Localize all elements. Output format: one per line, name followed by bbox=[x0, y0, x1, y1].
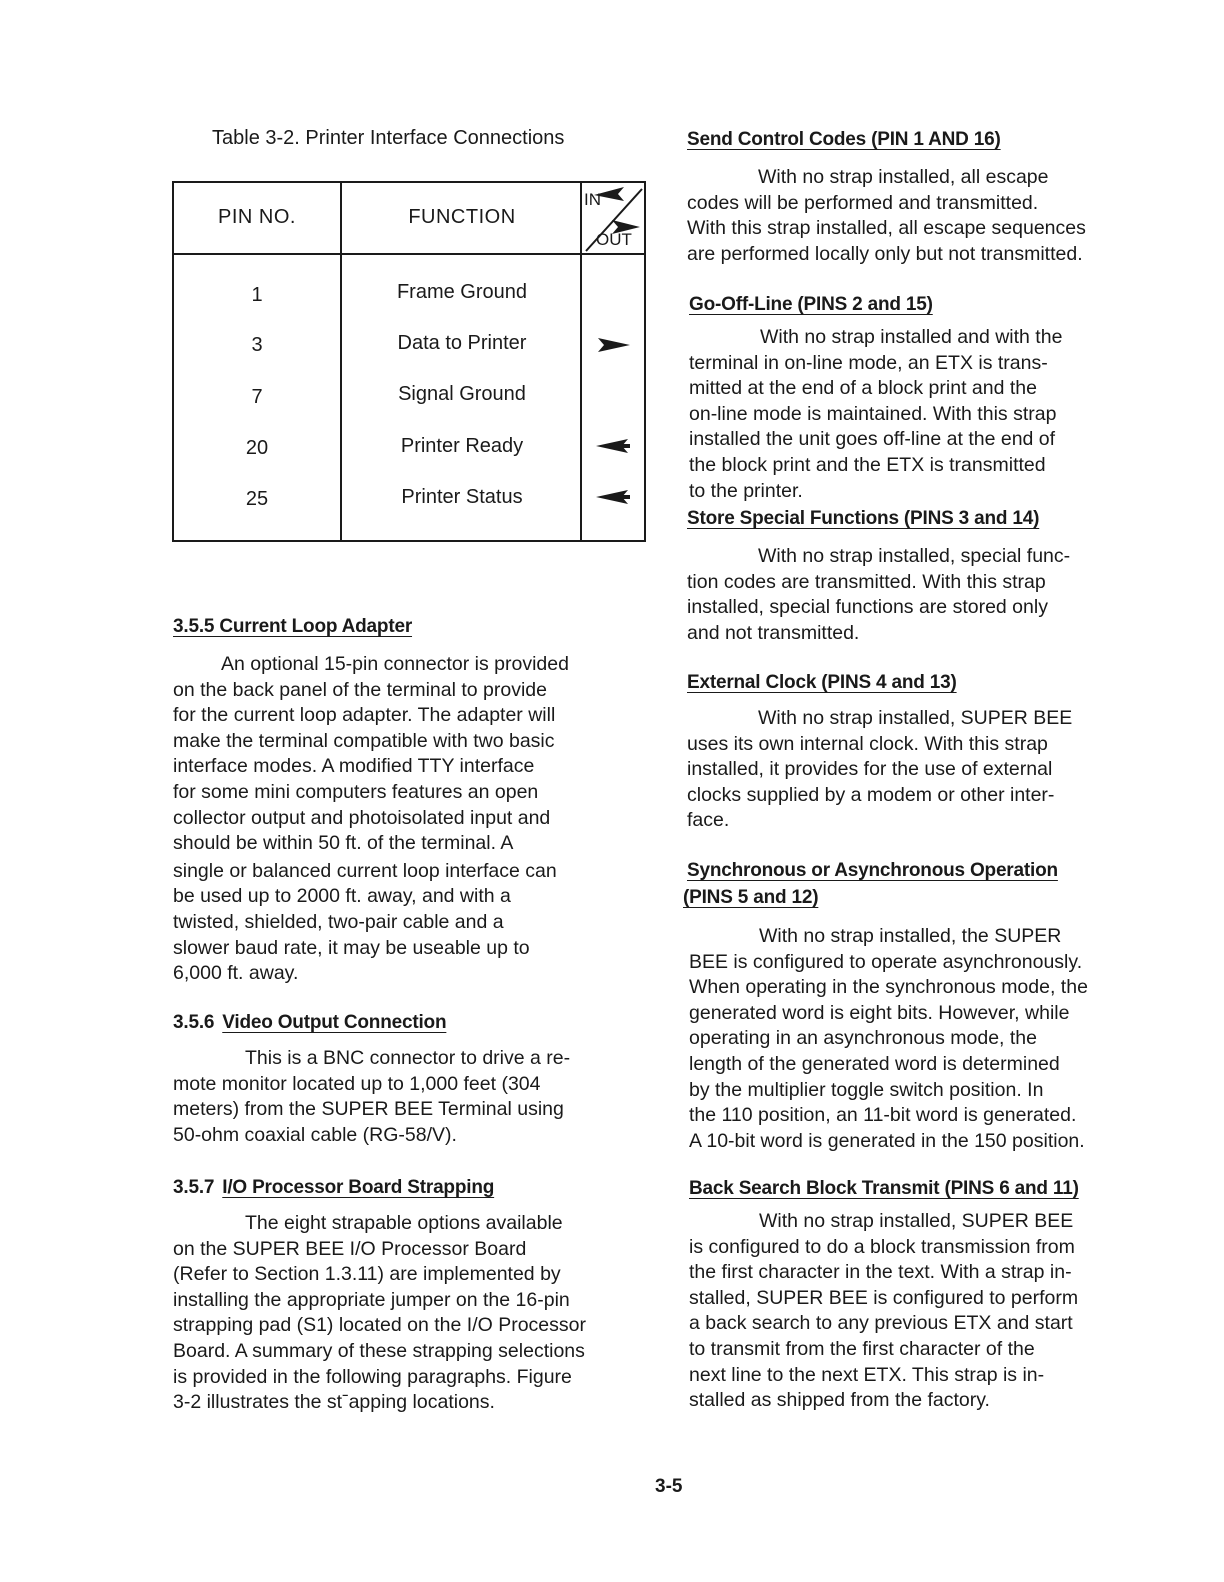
text-line: mote monitor located up to 1,000 feet (304 bbox=[173, 1072, 541, 1095]
text-line: When operating in the synchronous mode, the bbox=[689, 976, 1088, 999]
pin-cell: 3 bbox=[251, 334, 263, 356]
text-line: installed the unit goes off-line at the end of bbox=[689, 428, 1056, 451]
text-line: single or balanced current loop interface can bbox=[173, 859, 557, 882]
text-line: the 110 position, an 11-bit word is generated. bbox=[689, 1104, 1077, 1127]
text-line: be used up to 2000 ft. away, and with a bbox=[173, 885, 511, 908]
heading-synchronous-pins: (PINS 5 and 12) bbox=[683, 887, 819, 908]
paragraph-external-clock bbox=[687, 706, 1072, 834]
function-cell: Signal Ground bbox=[398, 383, 526, 405]
text-line: twisted, shielded, two-pair cable and a bbox=[173, 910, 504, 933]
paragraph-io-strapping bbox=[173, 1211, 586, 1416]
function-cell: Printer Ready bbox=[400, 435, 524, 457]
header-out: OUT bbox=[596, 230, 632, 249]
text-line: 3-2 illustrates the stˉapping locations. bbox=[173, 1391, 495, 1414]
function-cell: Data to Printer bbox=[397, 332, 527, 354]
text-line: With no strap installed, the SUPER bbox=[759, 925, 1062, 947]
text-line: installing the appropriate jumper on the 16-pin bbox=[173, 1288, 570, 1311]
text-line: terminal in on-line mode, an ETX is trans- bbox=[689, 351, 1048, 374]
text-line: With no strap installed, SUPER BEE bbox=[758, 707, 1073, 729]
text-line: tion codes are transmitted. With this strap bbox=[687, 570, 1046, 593]
text-line: With no strap installed, all escape bbox=[758, 166, 1049, 188]
arrow-out-icon bbox=[594, 338, 634, 352]
pin-cell: 7 bbox=[251, 386, 263, 408]
heading-store-special-functions: Store Special Functions (PINS 3 and 14) bbox=[687, 508, 1040, 529]
text-line: to the printer. bbox=[689, 479, 803, 502]
text-line: stalled as shipped from the factory. bbox=[689, 1389, 990, 1412]
paragraph-synchronous-operation bbox=[689, 924, 1088, 1154]
text-line: uses its own internal clock. With this strap bbox=[687, 732, 1048, 755]
pin-cell: 1 bbox=[251, 284, 263, 306]
text-line: and not transmitted. bbox=[687, 621, 860, 644]
heading-synchronous-operation: Synchronous or Asynchronous Operation bbox=[687, 860, 1058, 881]
header-in-out bbox=[582, 183, 644, 253]
heading-send-control-codes: Send Control Codes (PIN 1 AND 16) bbox=[687, 129, 1001, 150]
text-line: the first character in the text. With a strap in- bbox=[689, 1261, 1072, 1284]
text-line: for some mini computers features an open bbox=[173, 780, 539, 803]
text-line: is provided in the following paragraphs. Figure bbox=[173, 1365, 572, 1388]
text-line: next line to the next ETX. This strap is in- bbox=[689, 1363, 1045, 1386]
text-line: With no strap installed, SUPER BEE bbox=[759, 1210, 1074, 1232]
section-title: I/O Processor Board Strapping bbox=[222, 1177, 495, 1198]
text-line: are performed locally only but not transmitted. bbox=[687, 242, 1083, 265]
paragraph-send-control-codes bbox=[687, 165, 1086, 267]
text-line: The eight strapable options available bbox=[245, 1212, 563, 1234]
text-line: stalled, SUPER BEE is configured to perform bbox=[689, 1286, 1079, 1309]
text-line: generated word is eight bits. However, while bbox=[689, 1001, 1070, 1024]
paragraph-current-loop bbox=[173, 652, 569, 987]
text-line: An optional 15-pin connector is provided bbox=[221, 653, 569, 675]
text-line: mitted at the end of a block print and the bbox=[689, 377, 1037, 400]
text-line: codes will be performed and transmitted. bbox=[687, 191, 1039, 214]
text-line: by the multiplier toggle switch position. In bbox=[689, 1078, 1044, 1101]
text-line: 50-ohm coaxial cable (RG-58/V). bbox=[173, 1123, 457, 1146]
text-line: strapping pad (S1) located on the I/O Processor bbox=[173, 1314, 586, 1337]
header-function: FUNCTION bbox=[408, 206, 516, 228]
pin-cell: 25 bbox=[245, 488, 269, 510]
function-cell: Printer Status bbox=[401, 486, 523, 508]
text-line: This is a BNC connector to drive a re- bbox=[245, 1047, 571, 1069]
section-title: Video Output Connection bbox=[222, 1012, 447, 1033]
text-line: With no strap installed, special func- bbox=[758, 545, 1071, 567]
text-line: With no strap installed and with the bbox=[760, 326, 1063, 348]
text-line: Board. A summary of these strapping selections bbox=[173, 1339, 585, 1362]
paragraph-video-output bbox=[173, 1046, 570, 1148]
table-header-divider bbox=[174, 253, 644, 255]
text-line: length of the generated word is determined bbox=[689, 1052, 1060, 1075]
text-line: should be within 50 ft. of the terminal. A bbox=[173, 832, 514, 855]
table-caption: Table 3-2. Printer Interface Connections bbox=[212, 127, 565, 149]
text-line: slower baud rate, it may be useable up to bbox=[173, 936, 530, 959]
section-heading-current-loop: 3.5.5 Current Loop Adapter bbox=[173, 616, 413, 637]
text-line: collector output and photoisolated input and bbox=[173, 806, 551, 829]
text-line: BEE is configured to operate asynchronously. bbox=[689, 950, 1083, 973]
text-line: on-line mode is maintained. With this strap bbox=[689, 402, 1057, 425]
arrow-in-icon bbox=[594, 439, 634, 453]
heading-back-search: Back Search Block Transmit (PINS 6 and 11) bbox=[689, 1178, 1079, 1199]
text-line: a back search to any previous ETX and start bbox=[689, 1312, 1073, 1335]
header-in: IN bbox=[584, 190, 601, 209]
heading-go-off-line: Go-Off-Line (PINS 2 and 15) bbox=[689, 294, 933, 315]
text-line: installed, special functions are stored only bbox=[687, 596, 1048, 619]
text-line: is configured to do a block transmission from bbox=[689, 1235, 1075, 1258]
text-line: to transmit from the first character of the bbox=[689, 1337, 1035, 1360]
arrow-in-icon bbox=[594, 490, 634, 504]
text-line: 6,000 ft. away. bbox=[173, 962, 299, 985]
function-cell: Frame Ground bbox=[396, 281, 528, 303]
section-heading-io-strapping bbox=[173, 1176, 494, 1200]
paragraph-go-off-line bbox=[689, 325, 1062, 504]
text-line: on the back panel of the terminal to provide bbox=[173, 678, 547, 701]
heading-external-clock: External Clock (PINS 4 and 13) bbox=[687, 672, 957, 693]
text-line: the block print and the ETX is transmitted bbox=[689, 453, 1046, 476]
text-line: clocks supplied by a modem or other inter- bbox=[687, 783, 1055, 806]
text-line: A 10-bit word is generated in the 150 position. bbox=[689, 1129, 1085, 1152]
section-number: 3.5.6 bbox=[173, 1012, 215, 1033]
text-line: face. bbox=[687, 809, 730, 832]
section-heading-video-output bbox=[173, 1011, 446, 1035]
text-line: make the terminal compatible with two basic bbox=[173, 729, 555, 752]
paragraph-store-special-functions bbox=[687, 544, 1070, 646]
section-number: 3.5.7 bbox=[173, 1177, 215, 1198]
text-line: (Refer to Section 1.3.11) are implemented by bbox=[173, 1263, 561, 1286]
text-line: meters) from the SUPER BEE Terminal using bbox=[173, 1098, 564, 1121]
text-line: installed, it provides for the use of external bbox=[687, 758, 1053, 781]
pin-cell: 20 bbox=[245, 437, 269, 459]
text-line: operating in an asynchronous mode, the bbox=[689, 1027, 1037, 1050]
text-line: on the SUPER BEE I/O Processor Board bbox=[173, 1237, 527, 1260]
text-line: With this strap installed, all escape sequences bbox=[687, 217, 1086, 240]
paragraph-back-search bbox=[689, 1209, 1078, 1414]
text-line: interface modes. A modified TTY interface bbox=[173, 755, 535, 778]
pin-table bbox=[172, 181, 646, 542]
text-line: for the current loop adapter. The adapter will bbox=[173, 704, 556, 727]
page-number: 3-5 bbox=[655, 1476, 683, 1497]
header-pin-no: PIN NO. bbox=[218, 206, 296, 228]
